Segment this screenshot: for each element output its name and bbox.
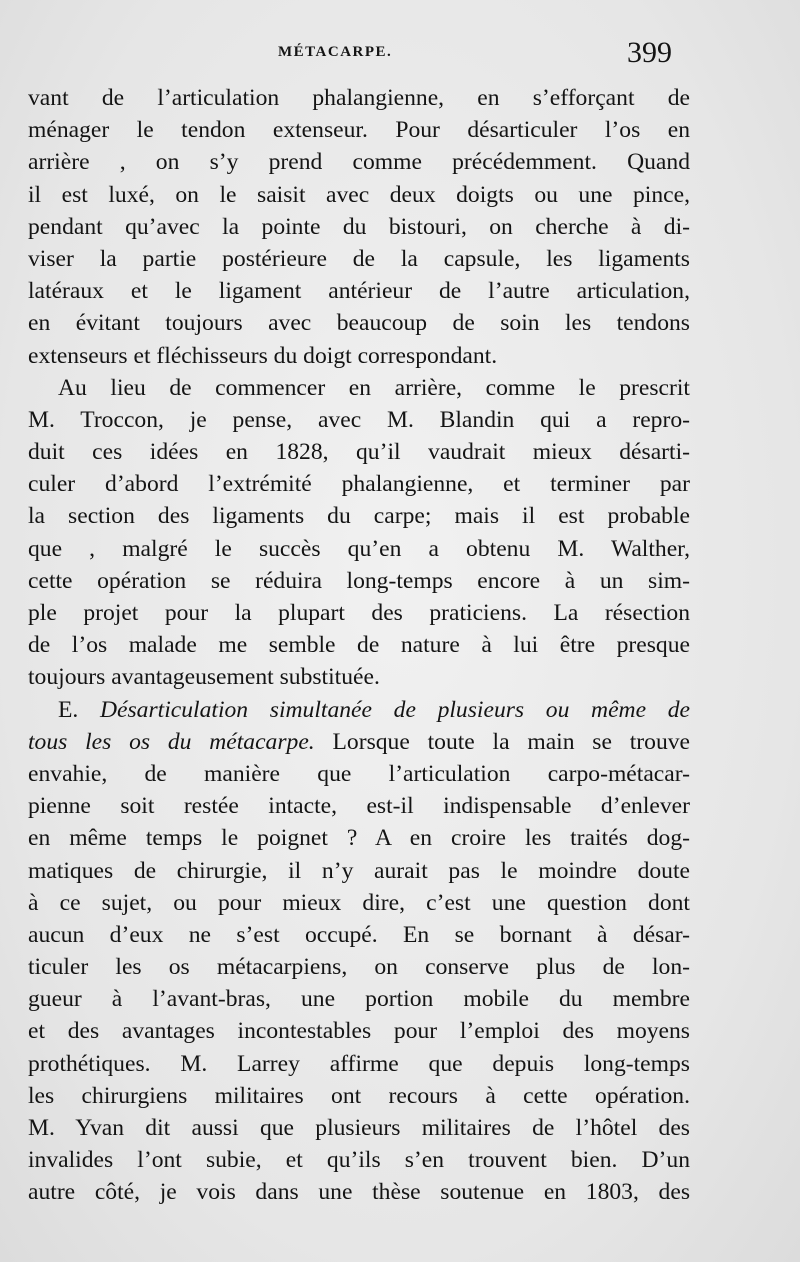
text-line: M. Troccon, je pense, avec M. Blandin qui a repro-	[28, 406, 690, 433]
text-line: invalides l’ont subie, et qu’ils s’en trouvent bien. D’un	[28, 1147, 690, 1174]
section-letter: E.	[58, 696, 79, 723]
text-line: en même temps le poignet ? A en croire les traités dog-	[28, 825, 690, 852]
text-line: ticuler les os métacarpiens, on conserve plus de lon-	[28, 954, 690, 981]
text-line: et des avantages incontestables pour l’emploi des moyens	[28, 1018, 690, 1045]
text-line: de l’os malade me semble de nature à lui être presque	[28, 632, 690, 659]
text-line: ménager le tendon extenseur. Pour désarticuler l’os en	[28, 117, 690, 144]
page-number: 399	[627, 36, 672, 69]
text-line: la section des ligaments du carpe; mais il est probable	[28, 503, 690, 530]
text-line: latéraux et le ligament antérieur de l’autre articulation,	[28, 278, 690, 305]
text-line: que , malgré le succès qu’en a obtenu M. Walther,	[28, 535, 690, 562]
text-line: il est luxé, on le saisit avec deux doigts ou une pince,	[28, 181, 690, 208]
text-line: arrière , on s’y prend comme précédemment. Quand	[28, 149, 690, 176]
running-title: MÉTACARPE.	[278, 44, 393, 60]
text-line: gueur à l’avant-bras, une portion mobile du membre	[28, 986, 690, 1013]
text-line: en évitant toujours avec beaucoup de soin les tendons	[28, 310, 690, 337]
section-body-start: Lorsque toute la main se trouve	[314, 728, 691, 755]
text-line: Au lieu de commencer en arrière, comme le prescrit	[58, 374, 690, 401]
text-line: envahie, de manière que l’articulation carpo-métacar-	[28, 760, 690, 787]
text-line: autre côté, je vois dans une thèse soutenue en 1803, des	[28, 1179, 690, 1206]
text-line: cette opération se réduira long-temps encore à un sim-	[28, 567, 690, 594]
text-line: ple projet pour la plupart des praticiens. La résection	[28, 600, 690, 626]
text-line: pienne soit restée intacte, est-il indispensable d’enlever	[28, 793, 690, 820]
text-line: M. Yvan dit aussi que plusieurs militaires de l’hôtel des	[28, 1115, 690, 1141]
section-heading-line	[28, 726, 690, 758]
text-line: toujours avantageusement substituée.	[28, 664, 380, 691]
text-line: extenseurs et fléchisseurs du doigt correspondant.	[28, 342, 498, 369]
section-title-continued: tous les os du métacarpe.	[28, 728, 315, 755]
text-line: à ce sujet, ou pour mieux dire, c’est une question dont	[28, 889, 690, 916]
text-line: vant de l’articulation phalangienne, en s’efforçant de	[28, 85, 690, 111]
text-line: viser la partie postérieure de la capsule, les ligaments	[28, 245, 690, 272]
section-heading-line	[28, 694, 690, 726]
body-text	[28, 82, 690, 1209]
text-line: prothétiques. M. Larrey affirme que depuis long-temps	[28, 1050, 690, 1077]
text-line: culer d’abord l’extrémité phalangienne, et terminer par	[28, 471, 690, 498]
section-title: Désarticulation simultanée de plusieurs ou même de	[99, 696, 690, 723]
text-line: les chirurgiens militaires ont recours à cette opération.	[28, 1082, 690, 1109]
text-line: duit ces idées en 1828, qu’il vaudrait mieux désarti-	[28, 439, 690, 466]
text-line: aucun d’eux ne s’est occupé. En se bornant à désar-	[28, 921, 690, 948]
text-line: matiques de chirurgie, il n’y aurait pas le moindre doute	[28, 857, 690, 884]
text-line: pendant qu’avec la pointe du bistouri, on cherche à di-	[28, 213, 690, 240]
